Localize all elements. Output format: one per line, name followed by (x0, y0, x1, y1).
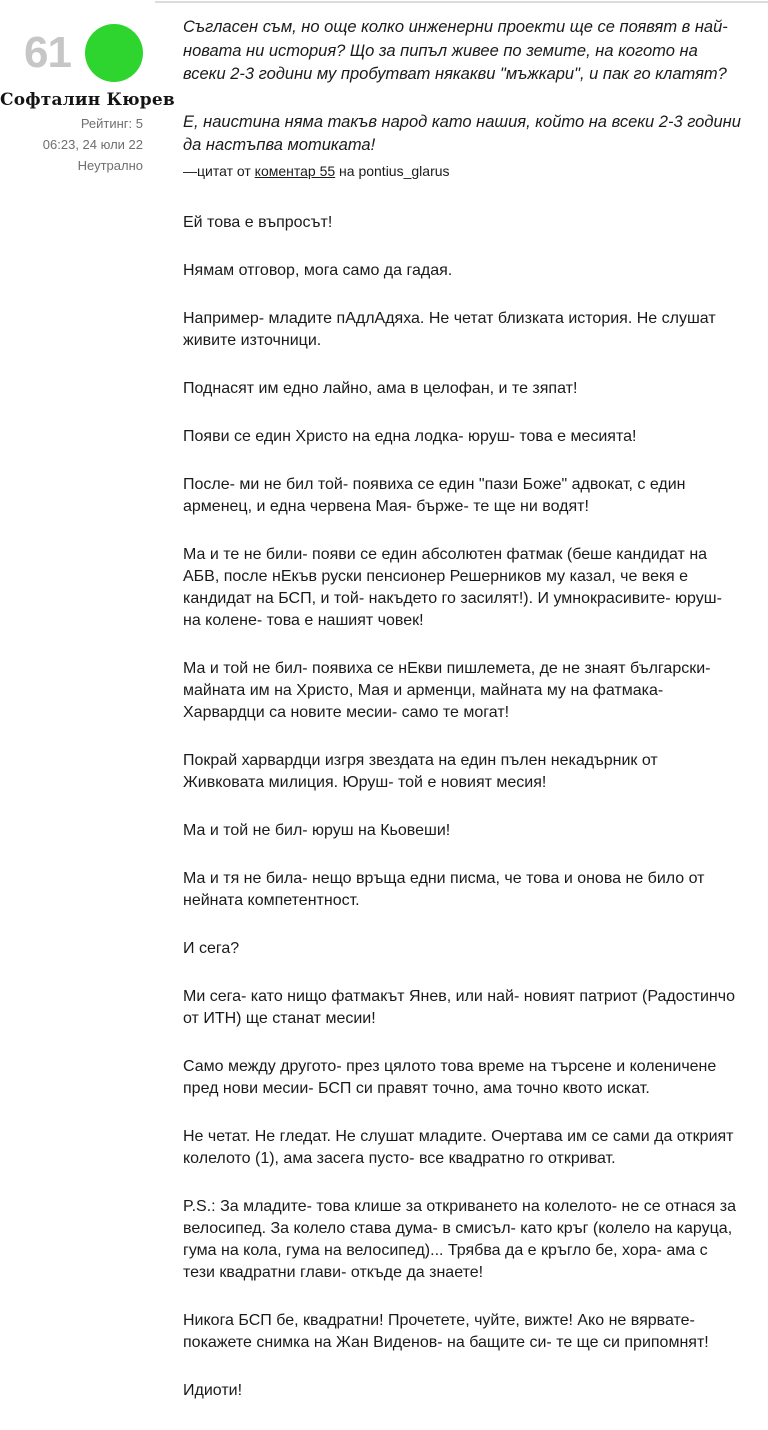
attribution-suffix: на pontius_glarus (335, 162, 450, 179)
comment-paragraph: Идиоти! (183, 1381, 243, 1399)
comment-body (183, 212, 743, 1402)
comment-paragraph: Само между другото- през цялото това време на търсене и коленичене пред нови месии- БСП си правят точно, ама точно квото искат. (183, 1057, 717, 1097)
comment-paragraph: Ма и тя не била- нещо връща едни писма, че това и онова не било от нейната компетентност. (183, 869, 705, 909)
attribution-prefix: —цитат от (183, 162, 255, 179)
comment-paragraph: Ма и те не били- появи се един абсолютен фатмак (беше кандидат на АБВ, после нЕкъв руски пенсионер Решерников му казал, че векя е кандидат на БСП, и той- накъдето го засилят!). И умнокрасивите- юруш- на колене- това е нашият човек! (183, 545, 722, 629)
quoted-text-block (183, 16, 743, 180)
comment-paragraph: Ми сега- като нищо фатмакът Янев, или най- новият патриот (Радостинчо от ИТН) ще станат месии! (183, 987, 735, 1027)
comment-rating: Рейтинг: 5 (80, 116, 143, 131)
comment-timestamp: 06:23, 24 юли 22 (42, 137, 143, 152)
comment-paragraph: Ма и той не бил- появиха се нЕкви пишлемета, де не знаят български- майната им на Христо, Мая и арменци, майната му на фатмака- Харвардци са новите месии- само те могат! (183, 659, 711, 721)
author-name[interactable]: Софталин Кюрев (0, 90, 175, 110)
comment-paragraph: Например- младите пАдлАдяха. Не четат близката история. Не слушат живите източници. (183, 309, 716, 349)
comment-55-link[interactable]: коментар 55 (254, 162, 336, 179)
comment-paragraph: Не четат. Не гледат. Не слушат младите. Очертава им се сами да открият колелото (1), ама засега пусто- все квадратно го откриват. (183, 1127, 734, 1167)
number-avatar-row (0, 24, 143, 82)
comment-paragraph: Покрай харвардци изгря звездата на един пълен некадърник от Живковата милиция. Юруш- той е новият месия! (183, 751, 658, 791)
comment-meta-column (0, 0, 175, 173)
comment-paragraph: Никога БСП бе, квадратни! Прочетете, чуйте, вижте! Ако не вярвате- покажете снимка на Жан Виденов- на бащите си- те ще си припомнят! (183, 1311, 709, 1351)
comment-paragraph: P.S.: За младите- това клише за откриването на колелото- не се отнася за велосипед. За колело става дума- в смисъл- като кръг (колело на каруца, гума на кола, гума на велосипед)... Трябва да е кръгло бе, хора- ама с тези квадратни глави- откъде да знаете! (183, 1197, 737, 1281)
comment-number: 61 (24, 28, 71, 77)
comment-paragraph: Поднасят им едно лайно, ама в целофан, и те зяпат! (183, 379, 578, 397)
comment-content (183, 0, 743, 1428)
comment-paragraph: После- ми не бил той- появиха се един "пази Боже" адвокат, с един арменец, и една червена Мая- бърже- те ще ни водят! (183, 475, 686, 515)
comment-paragraph: Нямам отговор, мога само да гадая. (183, 261, 453, 279)
quote-attribution (183, 162, 743, 180)
comment-paragraph: Появи се един Христо на една лодка- юруш- това е месията! (183, 427, 637, 445)
comment-paragraph: И сега? (183, 939, 240, 957)
comment-mood-label: Неутрално (77, 158, 143, 173)
quote-paragraph-2: Е, наистина няма такъв народ като нашия, който на всеки 2-3 години да настъпва мотиката! (183, 112, 741, 154)
comment-paragraph: Ей това е въпросът! (183, 213, 333, 231)
avatar[interactable] (85, 24, 143, 82)
comment-paragraph: Ма и той не бил- юруш на Кьовеши! (183, 821, 451, 839)
quote-paragraph-1: Съгласен съм, но още колко инженерни проекти ще се появят в най-новата ни история? Що за пипъл живее по земите, на когото на всеки 2-3 години му пробутват някакви "мъжкари", и пак го клатят? (183, 18, 728, 83)
